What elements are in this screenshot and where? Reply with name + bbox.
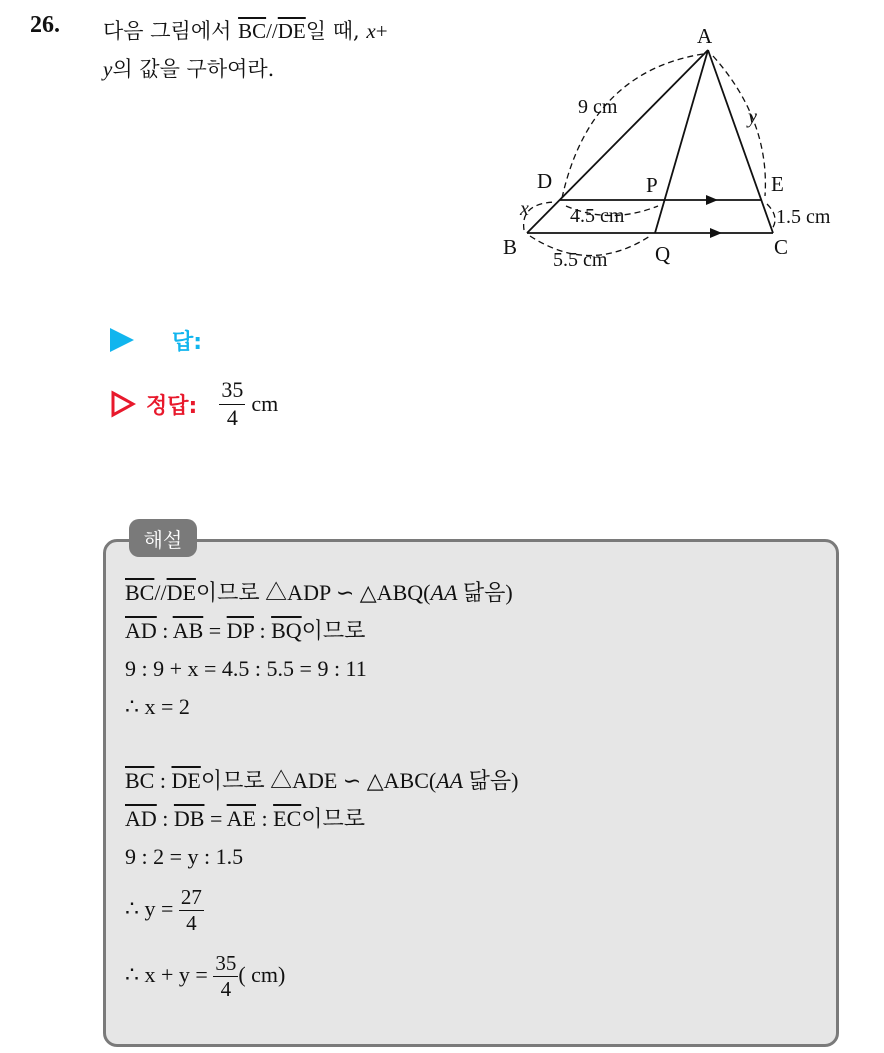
line-8-lead: ∴ y =	[125, 896, 179, 921]
aa-label: AA	[436, 768, 464, 793]
answer-row	[110, 322, 202, 358]
parallel-sign: //	[154, 580, 167, 605]
solution-line-3: 9 : 9 + x = 4.5 : 5.5 = 9 : 11	[125, 656, 367, 681]
solution-line-1	[125, 574, 825, 612]
solution-tab: 해설	[129, 519, 197, 557]
seg-ad: $\overline{AD}$	[125, 618, 157, 643]
arrow-de-icon	[706, 195, 718, 205]
solution-line-4: ∴ x = 2	[125, 694, 190, 719]
solution-line-2	[125, 612, 825, 650]
label-p: P	[646, 173, 658, 197]
solution-line-6	[125, 800, 825, 838]
key-row	[110, 372, 278, 436]
key-unit: cm	[251, 391, 279, 416]
fraction-27-4	[179, 886, 204, 935]
seg-ec: $\overline{EC}$	[273, 806, 302, 831]
ratio-colon: :	[156, 806, 174, 831]
unit-cm: ( cm)	[238, 962, 286, 987]
solution-lines	[125, 574, 825, 1008]
length-ec: 1.5 cm	[776, 206, 831, 228]
seg-ab: $\overline{AB}$	[172, 618, 204, 643]
aa-label: AA	[430, 580, 458, 605]
key-denominator: 4	[226, 404, 238, 430]
plus-sign: +	[375, 19, 388, 43]
dashed-arc-ae	[713, 56, 765, 196]
seg-bc: $\overline{BC}$	[125, 580, 155, 605]
play-triangle-icon	[110, 328, 134, 352]
question-number: 26.	[30, 12, 60, 38]
length-dp: 4.5 cm	[570, 205, 625, 227]
numerator: 35	[213, 952, 238, 977]
fraction-35-4	[213, 952, 238, 1001]
seg-bq: $\overline{BQ}$	[271, 618, 302, 643]
length-ad: 9 cm	[578, 96, 618, 118]
equals-sign: =	[203, 618, 227, 643]
line-5-tail: 닮음)	[463, 768, 519, 793]
solution-line-9	[125, 942, 825, 1008]
ratio-colon: :	[253, 618, 272, 643]
line-5-text: 이므로 △ADE ∽ △ABC(	[200, 768, 437, 793]
line-9-lead: ∴ x + y =	[125, 962, 214, 987]
side-ac	[708, 50, 773, 233]
key-numerator: 35	[219, 378, 245, 404]
solution-line-7: 9 : 2 = y : 1.5	[125, 844, 244, 869]
equals-sign: =	[204, 806, 227, 831]
segment-bc: $\overline{BC}$	[238, 19, 267, 43]
length-db: x	[520, 198, 529, 220]
key-label: 정답:	[146, 393, 198, 419]
segment-de: $\overline{DE}$	[277, 19, 306, 43]
var-x: x	[366, 19, 376, 43]
outline-triangle-icon	[110, 390, 136, 418]
ratio-colon: :	[156, 618, 173, 643]
denominator: 4	[186, 911, 197, 936]
seg-bc: $\overline{BC}$	[125, 768, 155, 793]
length-ae: y	[748, 106, 757, 128]
label-b: B	[503, 235, 518, 259]
solution-line-8	[125, 876, 825, 942]
numerator: 27	[179, 886, 204, 911]
question-text-1: 다음 그림에서	[103, 19, 239, 43]
triangle-figure	[0, 0, 884, 300]
solution-gap	[125, 726, 825, 762]
seg-de: $\overline{DE}$	[166, 580, 196, 605]
answer-label: 답:	[172, 329, 203, 355]
solution-line-5	[125, 762, 825, 800]
ratio-colon: :	[154, 768, 172, 793]
line-2-tail: 이므로	[301, 618, 366, 643]
ratio-colon: :	[256, 806, 274, 831]
var-y: y	[103, 57, 113, 81]
label-e: E	[771, 172, 784, 196]
label-c: C	[774, 235, 789, 259]
question-text-3: 의 값을 구하여라.	[112, 57, 275, 81]
length-bq: 5.5 cm	[553, 249, 608, 271]
seg-ae: $\overline{AE}$	[226, 806, 256, 831]
line-6-tail: 이므로	[301, 806, 366, 831]
line-1-tail: 닮음)	[457, 580, 513, 605]
seg-ad: $\overline{AD}$	[125, 806, 157, 831]
key-fraction	[219, 378, 245, 429]
question-text-2: 일 때,	[305, 19, 367, 43]
seg-db: $\overline{DB}$	[173, 806, 205, 831]
label-q: Q	[655, 242, 671, 266]
parallel-sign: //	[266, 19, 278, 43]
seg-de: $\overline{DE}$	[171, 768, 201, 793]
label-a: A	[697, 24, 713, 48]
seg-dp: $\overline{DP}$	[226, 618, 254, 643]
denominator: 4	[220, 977, 232, 1002]
line-1-text: 이므로 △ADP ∽ △ABQ(	[195, 580, 431, 605]
label-d: D	[537, 169, 553, 193]
arrow-bc-icon	[710, 228, 722, 238]
